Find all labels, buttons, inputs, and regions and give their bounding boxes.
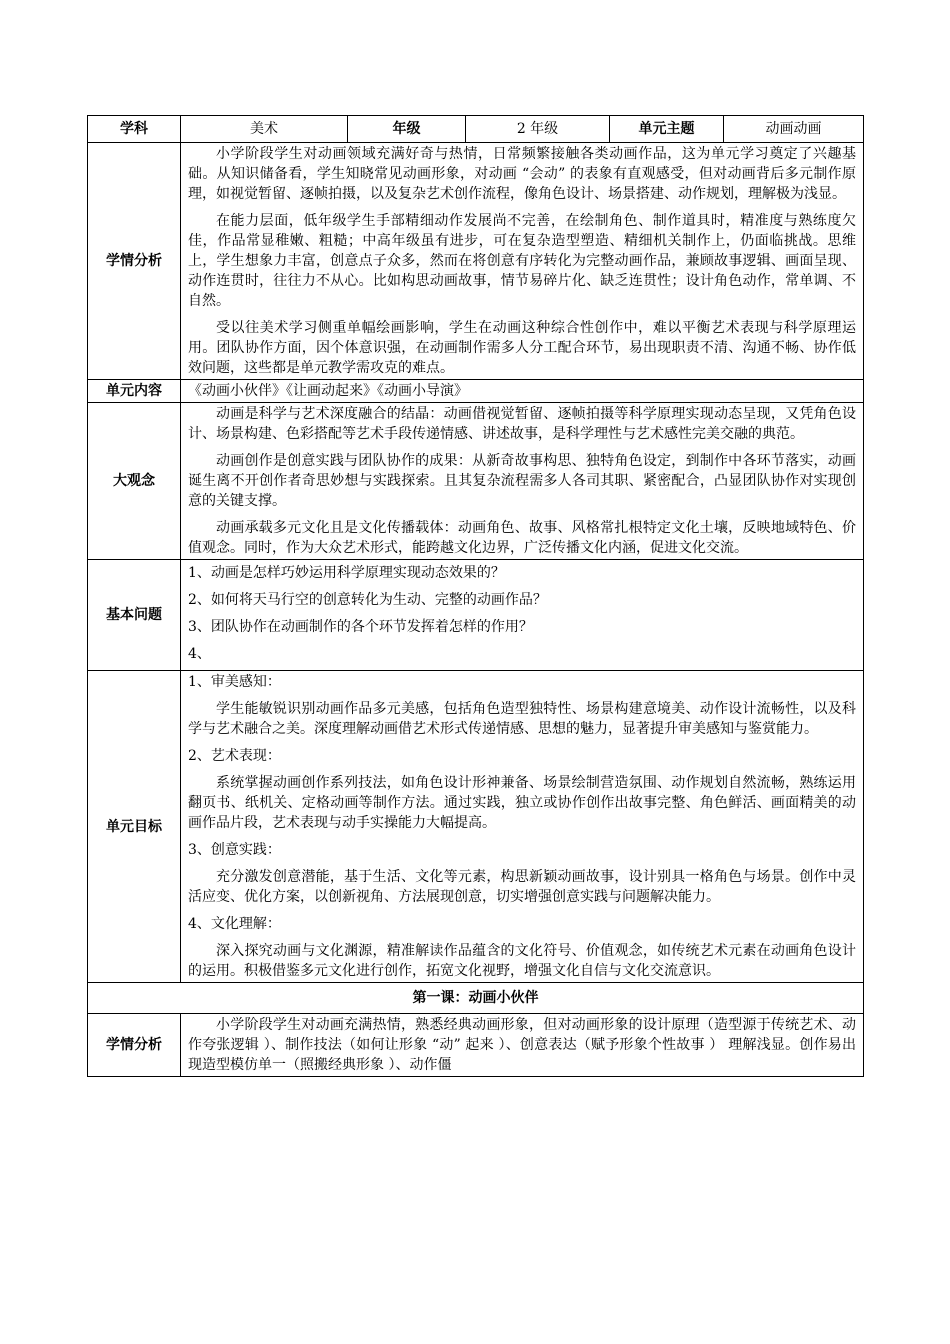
goal-title: 3、创意实践： (188, 842, 281, 858)
subject-label: 学科 (88, 116, 181, 143)
unit-content-row (88, 380, 864, 403)
header-row (88, 116, 864, 143)
goal-title: 1、审美感知： (188, 674, 281, 690)
big-idea-label: 大观念 (88, 403, 181, 560)
lesson-plan-table (87, 115, 864, 1077)
student-analysis-content (181, 143, 864, 380)
grade-value: 2 年级 (466, 116, 610, 143)
lesson1-analysis-label: 学情分析 (88, 1014, 181, 1077)
goal-text: 学生能敏锐识别动画作品多元美感，包括角色造型独特性、场景构建意境美、动作设计流畅性，以及科学与艺术融合之美。深度理解动画借艺术形式传递情感、思想的魅力，显著提升审美感知与鉴赏能力。 (188, 701, 856, 737)
paragraph: 受以往美术学习侧重单幅绘画影响，学生在动画这种综合性创作中，难以平衡艺术表现与科学原理运用。团队协作方面，因个体意识强，在动画制作需多人分工配合环节，易出现职责不清、沟通不畅、协作低效问题，这些都是单元教学需攻克的难点。 (188, 320, 856, 376)
paragraph: 小学阶段学生对动画充满热情，熟悉经典动画形象，但对动画形象的设计原理（造型源于传统艺术、动作夸张逻辑 ）、制作技法（如何让形象 “动” 起来 ）、创意表达（赋予形象个性故事 ） 理解浅显。创作易出现造型模仿单一（照搬经典形象 ）、动作僵 (188, 1017, 856, 1073)
basic-questions-content (181, 560, 864, 671)
basic-questions-row (88, 560, 864, 671)
big-idea-content (181, 403, 864, 560)
unit-goals-content (181, 671, 864, 983)
paragraph: 动画创作是创意实践与团队协作的成果：从新奇故事构思、独特角色设定，到制作中各环节落实，动画诞生离不开创作者奇思妙想与实践探索。且其复杂流程需多人各司其职、紧密配合，凸显团队协作对实现创意的关键支撑。 (188, 453, 856, 509)
question-item: 2、如何将天马行空的创意转化为生动、完整的动画作品？ (188, 592, 547, 608)
lesson1-title-row (88, 983, 864, 1014)
goal-text: 系统掌握动画创作系列技法，如角色设计形神兼备、场景绘制营造氛围、动作规划自然流畅，熟练运用翻页书、纸机关、定格动画等制作方法。通过实践，独立或协作创作出故事完整、角色鲜活、画面精美的动画作品片段，艺术表现与动手实操能力大幅提高。 (188, 775, 856, 831)
lesson1-analysis-content (181, 1014, 864, 1077)
subject-value: 美术 (181, 116, 348, 143)
question-item: 3、团队协作在动画制作的各个环节发挥着怎样的作用？ (188, 619, 533, 635)
goal-text: 充分激发创意潜能，基于生活、文化等元素，构思新颖动画故事，设计别具一格角色与场景。创作中灵活应变、优化方案，以创新视角、方法展现创意，切实增强创意实践与问题解决能力。 (188, 869, 856, 905)
goal-title: 4、文化理解： (188, 916, 281, 932)
unit-theme-value: 动画动画 (724, 116, 864, 143)
paragraph: 在能力层面，低年级学生手部精细动作发展尚不完善，在绘制角色、制作道具时，精准度与熟练度欠佳，作品常显稚嫩、粗糙；中高年级虽有进步，可在复杂造型塑造、精细机关制作上，仍面临挑战。思维上，学生想象力丰富，创意点子众多，然而在将创意有序转化为完整动画作品，兼顾故事逻辑、画面呈现、动作连贯时，往往力不从心。比如构思动画故事，情节易碎片化、缺乏连贯性；设计角色动作，常单调、不自然。 (188, 213, 856, 309)
basic-questions-label: 基本问题 (88, 560, 181, 671)
unit-theme-label: 单元主题 (610, 116, 724, 143)
lesson1-title: 第一课：动画小伙伴 (88, 983, 864, 1014)
unit-goals-row (88, 671, 864, 983)
unit-content-cell (181, 380, 864, 403)
student-analysis-label: 学情分析 (88, 143, 181, 380)
paragraph: 小学阶段学生对动画领域充满好奇与热情，日常频繁接触各类动画作品，这为单元学习奠定了兴趣基础。从知识储备看，学生知晓常见动画形象，对动画 “会动” 的表象有直观感受，但对动画背后多元制作原理，如视觉暂留、逐帧拍摄，以及复杂艺术创作流程，像角色设计、场景搭建、动作规划，理解极为浅显。 (188, 146, 856, 202)
unit-goals-label: 单元目标 (88, 671, 181, 983)
unit-content-label: 单元内容 (88, 380, 181, 403)
question-item: 1、动画是怎样巧妙运用科学原理实现动态效果的？ (188, 565, 505, 581)
goal-title: 2、艺术表现： (188, 748, 281, 764)
paragraph: 动画承载多元文化且是文化传播载体：动画角色、故事、风格常扎根特定文化土壤，反映地域特色、价值观念。同时，作为大众艺术形式，能跨越文化边界，广泛传播文化内涵，促进文化交流。 (188, 520, 856, 556)
big-idea-row (88, 403, 864, 560)
unit-content-text: 《动画小伙伴》《让画动起来》《动画小导演》 (188, 383, 468, 399)
lesson1-analysis-row (88, 1014, 864, 1077)
paragraph: 动画是科学与艺术深度融合的结晶：动画借视觉暂留、逐帧拍摄等科学原理实现动态呈现，又凭角色设计、场景构建、色彩搭配等艺术手段传递情感、讲述故事，是科学理性与艺术感性完美交融的典范。 (188, 406, 856, 442)
grade-label: 年级 (348, 116, 466, 143)
goal-text: 深入探究动画与文化渊源，精准解读作品蕴含的文化符号、价值观念，如传统艺术元素在动画角色设计的运用。积极借鉴多元文化进行创作，拓宽文化视野，增强文化自信与文化交流意识。 (188, 943, 856, 979)
question-item: 4、 (188, 646, 211, 662)
student-analysis-row (88, 143, 864, 380)
